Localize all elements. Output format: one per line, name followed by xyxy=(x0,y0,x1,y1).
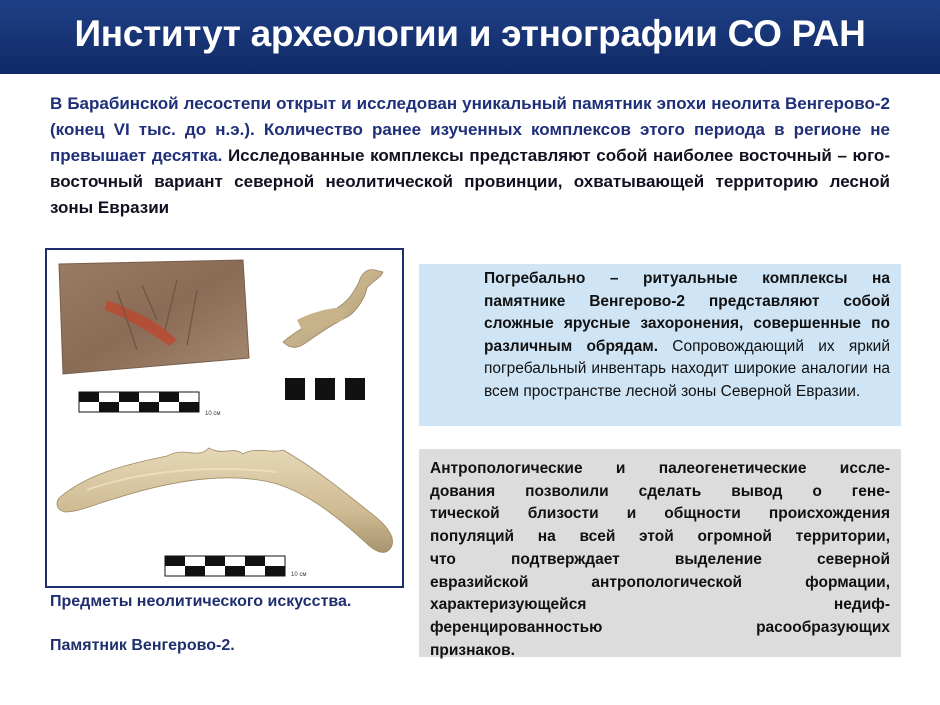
box2-line: евразийской антропологической формации, xyxy=(430,573,890,591)
box1-bold-text: Погребально – ритуальные комплексы на памятнике Венгерово-2 представляют собой сложные ярусные захоронения, совершенные по различным обрядам. xyxy=(484,270,890,355)
box2-line: характеризующейся недиф- xyxy=(430,596,890,614)
box2-line: что подтверждает выделение северной xyxy=(430,550,890,568)
scale-label-1: 10 см xyxy=(205,411,221,417)
box2-line: ференцированностью расообразующих xyxy=(430,618,890,636)
scale-label-2: 10 см xyxy=(291,572,307,578)
lead-paragraph xyxy=(50,91,890,221)
bone-sculpture xyxy=(57,448,393,552)
figure-caption-line1: Предметы неолитического искусства. xyxy=(50,593,352,610)
header-bar xyxy=(0,0,940,74)
box2-line: тической близости и общности происхождения xyxy=(430,505,890,523)
scale-bar-3 xyxy=(165,556,285,576)
lead-text-part1: В Барабинской лесостепи открыт и исследован уникальный памятник эпохи неолита Венгерово-2 (конец VI тыс. до н.э.). Количество ранее изученных комплексов этого периода в регионе не превышает десятка. xyxy=(50,94,890,165)
box2-line: признаков. xyxy=(430,641,515,659)
box2-line: Антропологические и палеогенетические иссле- xyxy=(430,460,890,477)
figure-caption-line2: Памятник Венгерово-2. xyxy=(50,637,235,654)
bird-figurine xyxy=(283,270,383,348)
box2-line: дования позволили сделать вывод о гене- xyxy=(430,482,890,500)
engraved-stone-tile xyxy=(59,260,249,374)
artifacts-photo xyxy=(47,250,402,586)
lead-text-part2: Исследованные комплексы представляют собой наиболее восточный – юго-восточный вариант северной неолитической провинции, охватывающей территорию лесной зоны Евразии xyxy=(50,146,890,217)
box1-normal-text: Сопровождающий их яркий погребальный инвентарь находит широкие аналогии на всем пространстве лесной зоны Северной Евразии. xyxy=(484,337,890,400)
anthropology-box xyxy=(419,449,901,657)
scale-bar-1 xyxy=(79,392,199,412)
burial-complexes-box xyxy=(419,264,901,426)
page-title: Институт археологии и этнографии СО РАН xyxy=(74,13,866,54)
box2-line: популяций на всей этой огромной территории, xyxy=(430,528,890,546)
scale-bar-2 xyxy=(285,378,365,400)
artifact-figure xyxy=(45,248,404,588)
